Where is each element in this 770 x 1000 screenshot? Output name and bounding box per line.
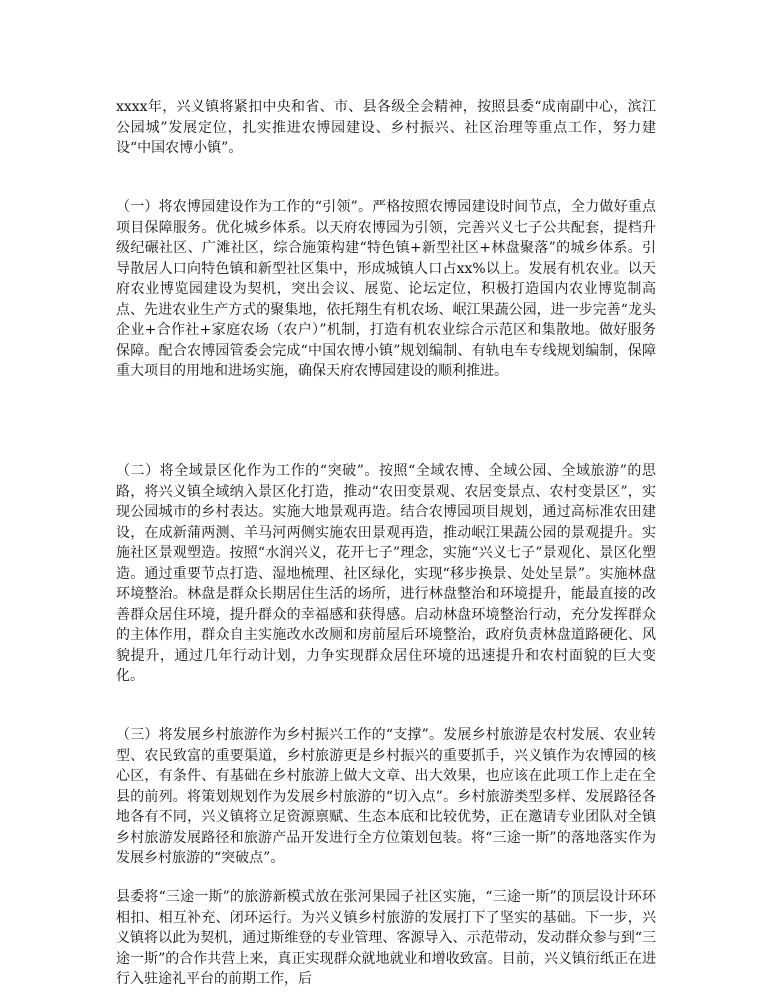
section-2-paragraph: （二）将全域景区化作为工作的“突破”。按照“全域农博、全域公园、全域旅游”的思路，将兴义镇全域纳入景区化打造，推动“农田变景观、农居变景点、农村变景区”，实现公园城市的乡村表达。实施大地景观再造。结合农博园项目规划，通过高标准农田建设，在成新蒲两测、羊马河两侧实施农田景观再造，推动岷江果蔬公园的景观提升。实施社区景观塑造。按照“水润兴义，花开七子”理念，实施“兴义七子”景观化、景区化塑造。通过重要节点打造、湿地梳理、社区绿化，实现“移步换景、处处呈景”。实施林盘环境整治。林盘是群众长期居住生活的场所，进行林盘整治和环境提升，能最直接的改善群众居住环境，提升群众的幸福感和获得感。启动林盘环境整治行动，充分发挥群众的主体作用，群众自主实施改水改厕和房前屋后环境整治，政府负责林盘道路硬化、风貌提升，通过几年行动计划，力争实现群众居住环境的迅速提升和农村面貌的巨大变化。 — [116, 463, 656, 684]
section-3-continuation-paragraph: 县委将“三途一斯”的旅游新模式放在张河果园子社区实施，“三途一斯”的顶层设计环环相扣、相互补充、闭环运行。为兴义镇乡村旅游的发展打下了坚实的基础。下一步，兴义镇将以此为契机，通过斯维登的专业管理、客源导入、示范带动，发动群众参与到“三途一斯”的合作共营上来，真正实现群众就地就业和增收致富。目前，兴义镇衍纸正在进行入驻途礼平台的前期工作，后 — [116, 889, 656, 987]
document-page — [116, 0, 656, 1000]
section-1-paragraph: （一）将农博园建设作为工作的“引领”。严格按照农博园建设时间节点，全力做好重点项目保障服务。优化城乡体系。以天府农博园为引领，完善兴义七子公共配套，提档升级纪碾社区、广滩社区，综合施策构建“特色镇+新型社区+林盘聚落”的城乡体系。引导散居人口向特色镇和新型社区集中，形成城镇人口占xx%以上。发展有机农业。以天府农业博览园建设为契机，突出会议、展览、论坛定位，积极打造国内农业博览制高点、先进农业生产方式的聚集地，依托翔生有机农场、岷江果蔬公园，进一步完善“龙头企业+合作社+家庭农场（农户）”机制，打造有机农业综合示范区和集散地。做好服务保障。配合农博园管委会完成“中国农博小镇”规划编制、有轨电车专线规划编制，保障重大项目的用地和进场实施，确保天府农博园建设的顺利推进。 — [116, 199, 656, 379]
intro-paragraph: xxxx年，兴义镇将紧扣中央和省、市、县各级全会精神，按照县委“成南副中心，滨江公园城”发展定位，扎实推进农博园建设、乡村振兴、社区治理等重点工作，努力建设“中国农博小镇”。 — [116, 99, 656, 156]
section-3-paragraph: （三）将发展乡村旅游作为乡村振兴工作的“支撑”。发展乡村旅游是农村发展、农业转型、农民致富的重要渠道，乡村旅游更是乡村振兴的重要抓手，兴义镇作为农博园的核心区，有条件、有基础在乡村旅游上做大文章、出大效果，也应该在此项工作上走在全县的前列。将策划规划作为发展乡村旅游的“切入点”。乡村旅游类型多样、发展路径各地各有不同，兴义镇将立足资源禀赋、生态本底和比较优势，正在邀请专业团队对全镇乡村旅游发展路径和旅游产品开发进行全方位策划包装。将“三途一斯”的落地落实作为发展乡村旅游的“突破点”。 — [116, 727, 656, 866]
